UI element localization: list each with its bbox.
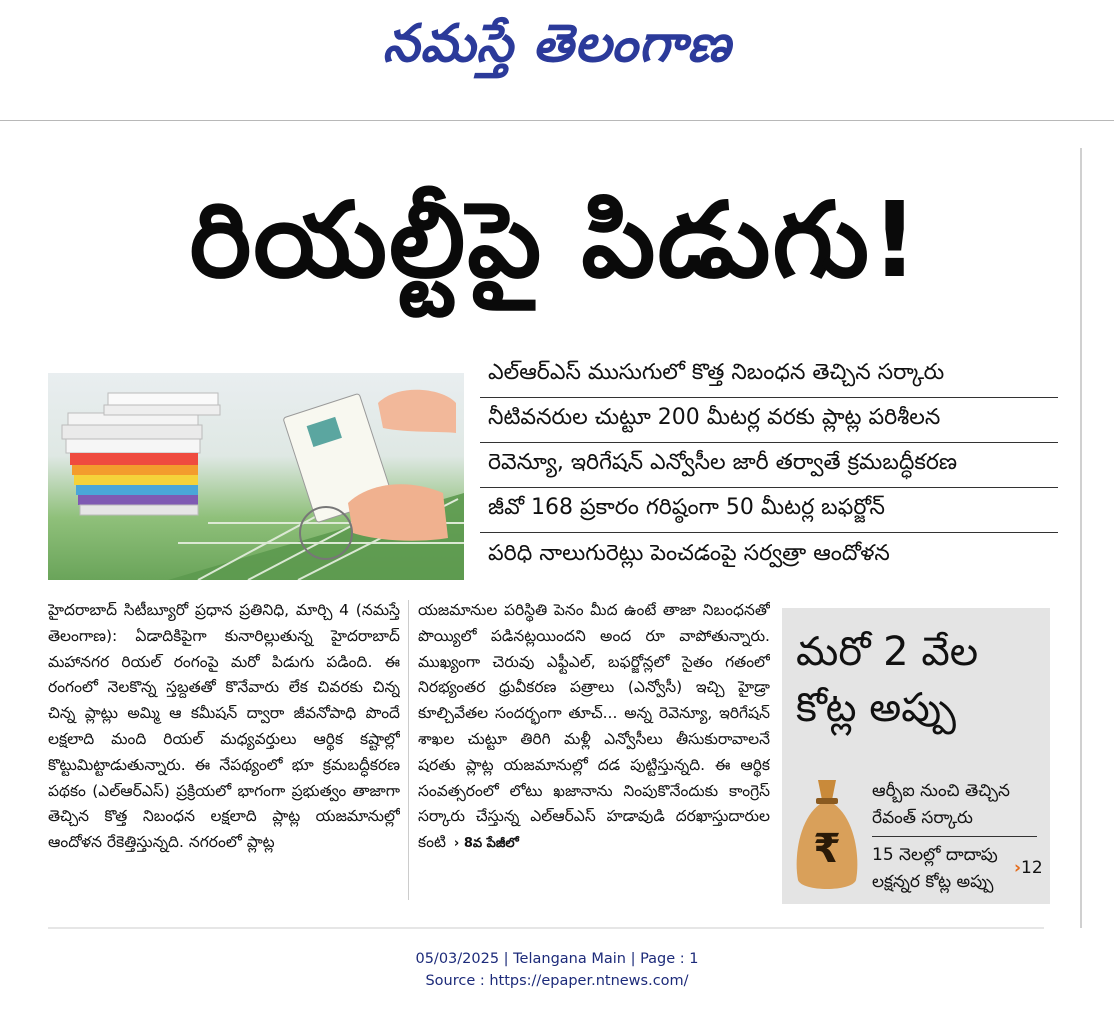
box-subtext: 15 నెలల్లో దాదాపు లక్షన్నర కోట్ల అప్పు (872, 845, 998, 892)
footer-edition-info: 05/03/2025 | Telangana Main | Page : 1 (415, 951, 699, 967)
article-column-1 (48, 598, 400, 908)
continued-on-page-link[interactable]: › 8వ పేజీలో (453, 836, 519, 852)
box-divider (872, 836, 1037, 837)
page-reference-link[interactable] (1014, 858, 1043, 878)
newspaper-logo: నమస్తే తెలంగాణ (382, 13, 732, 74)
subheadline: రెవెన్యూ, ఇరిగేషన్ ఎన్వోసీల జారీ తర్వాతే క్రమబద్ధీకరణ (480, 443, 1058, 488)
box-headline: మరో 2 వేల కోట్ల అప్పు (796, 629, 979, 731)
headline: రియల్టీపై పిడుగు! (189, 178, 921, 301)
land-documents-illustration (48, 373, 464, 580)
masthead-divider (0, 120, 1114, 121)
chevron-right-icon: › (1014, 858, 1022, 878)
svg-text:₹: ₹ (813, 826, 841, 872)
article-text: యజమానుల పరిస్థితి పెనం మీద ఉంటే తాజా నిబంధనతో పొయ్యిలో పడినట్లయిందని అంద రూ వాపోతున్నారు. ముఖ్యంగా చెరువు ఎఫ్టీఎల్, బఫర్జోన్లలో సైతం గతంలో నిరభ్యంతర ధ్రువీకరణ పత్రాలు (ఎన్వోసీ) ఇచ్చి హైడ్రా కూల్చివేతల సందర్భంగా తూచ్... అన్న రెవెన్యూ, ఇరిగేషన్ శాఖల చుట్టూ తిరిగి మళ్లీ ఎన్వోసీలు తీసుకురావాలనే షరతు ప్లాట్ల యజమానుల్లో దడ పుట్టిస్తున్నది. ఈ ఆర్థిక సంవత్సరంలో లోటు ఖజానాను నింపుకొనేందుకు కాంగ్రెస్ సర్కారు చేస్తున్న ఎల్ఆర్ఎస్ హడావుడి దరఖాస్తుదారుల కంటి (418, 601, 770, 852)
article-text: హైదరాబాద్ సిటీబ్యూరో ప్రధాన ప్రతినిధి, మార్చి 4 (నమస్తే తెలంగాణ): ఏడాదికిపైగా కునారిల్లుతున్న హైదరాబాద్ మహానగర రియల్ రంగంపై మరో పిడుగు పడింది. ఈ రంగంలో నెలకొన్న స్తబ్దతతో కొనేవారు లేక చివరకు చిన్న చిన్న ప్లాట్లు అమ్మి ఆ కమీషన్ ద్వారా జీవనోపాధి పొందే లక్షలాది మంది రియల్ మధ్యవర్తులు ఆర్థిక కష్టాల్లో కొట్టుమిట్టాడుతున్నారు. ఈ నేపథ్యంలో భూ క్రమబద్ధీకరణ పథకం (ఎల్ఆర్ఎస్) ప్రక్రియలో భాగంగా ప్రభుత్వం తాజాగా తెచ్చిన కొత్త నిబంధన లక్షలాది ప్లాట్ల యజమానుల్లో ఆందోళన రేకెత్తిస్తున్నది. నగరంలో ప్లాట్ల (48, 601, 400, 852)
subheadline: పరిధి నాలుగురెట్లు పెంచడంపై సర్వత్రా ఆందోళన (488, 540, 890, 566)
news-photo (48, 373, 464, 580)
column-divider (408, 600, 409, 900)
article-column-2 (418, 598, 770, 908)
money-bag-rupee-icon (792, 770, 862, 894)
page-number: 12 (1021, 858, 1043, 878)
column-divider-right (1080, 148, 1082, 928)
subheadline: నీటివనరుల చుట్టూ 200 మీటర్ల వరకు ప్లాట్ల పరిశీలన (480, 398, 1058, 443)
bottom-divider (48, 927, 1044, 929)
sidebar-news-box (782, 608, 1050, 904)
footer-source-link[interactable]: Source : https://epaper.ntnews.com/ (425, 973, 689, 989)
continued-label: 8వ పేజీలో (463, 836, 519, 852)
subheadline: జీవో 168 ప్రకారం గరిష్ఠంగా 50 మీటర్ల బఫర్జోన్ (480, 488, 1058, 533)
page-footer (0, 948, 1114, 992)
box-subtext: ఆర్బీఐ నుంచి తెచ్చిన రేవంత్ సర్కారు (872, 781, 1010, 828)
subheadline-list (480, 353, 1058, 578)
subheadline: ఎల్ఆర్ఎస్ ముసుగులో కొత్త నిబంధన తెచ్చిన సర్కారు (480, 353, 1058, 398)
article-text-container (418, 598, 770, 857)
masthead (0, 0, 1114, 100)
